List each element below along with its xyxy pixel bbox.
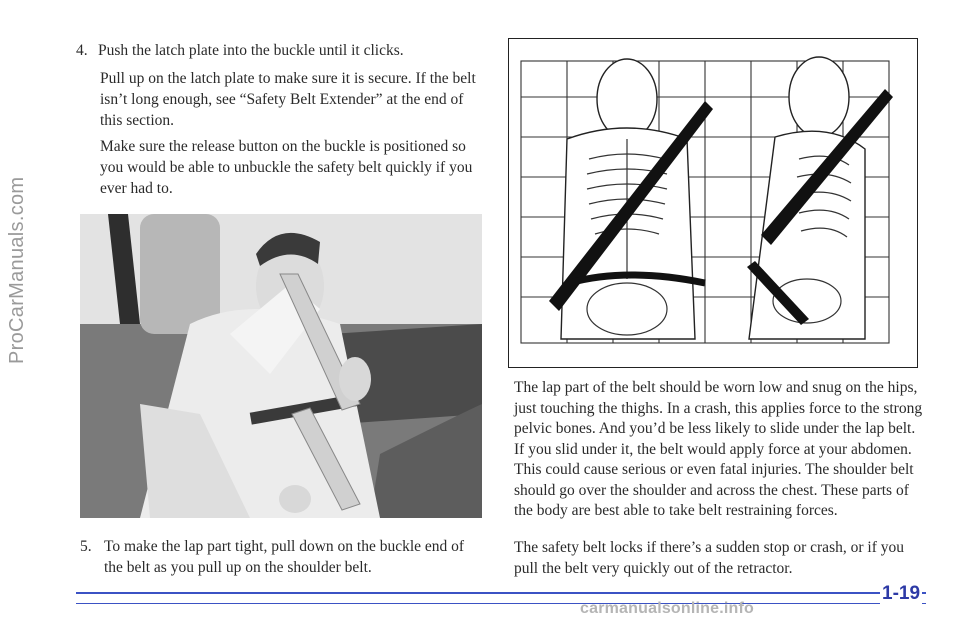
footer-rule-thin <box>76 603 926 604</box>
step-4-number: 4. <box>76 42 88 59</box>
footer-rule <box>76 592 926 594</box>
pull-paragraph: Pull up on the latch plate to make sure it is secure. If the belt isn’t long enough, see “Safety Belt Extender” at the end of this section. <box>100 70 476 129</box>
step-5 <box>76 536 476 578</box>
step-5-text: To make the lap part tight, pull down on the buckle end of the belt as you pull up on the shoulder belt. <box>104 538 465 576</box>
belt-position-diagram <box>508 38 918 368</box>
belt-locks-paragraph: The safety belt locks if there’s a sudden stop or crash, or if you pull the belt very quickly out of the retractor. <box>514 539 904 577</box>
page-number: 1-19 <box>882 583 921 604</box>
step-4 <box>76 40 476 61</box>
step-4-text: Push the latch plate into the buckle until it clicks. <box>98 42 404 59</box>
side-watermark: ProCarManuals.com <box>6 176 28 364</box>
footer-watermark: carmanualsonline.info <box>580 600 755 617</box>
buckling-photo <box>80 214 482 518</box>
step-5-number: 5. <box>80 538 92 555</box>
lap-belt-paragraph: The lap part of the belt should be worn low and snug on the hips, just touching the thighs. In a crash, this applies force to the strong pelvic bones. And you’d be less likely to slide under the lap belt. If you slid under it, the belt would apply force at your abdomen. This could cause serious or even fatal injuries. The shoulder belt should go over the shoulder and across the chest. These parts of the body are best able to take belt restraining forces. <box>514 379 923 519</box>
release-button-paragraph: Make sure the release button on the buckle is positioned so you would be able to unbuckle the safety belt quickly if you ever had to. <box>100 138 473 197</box>
